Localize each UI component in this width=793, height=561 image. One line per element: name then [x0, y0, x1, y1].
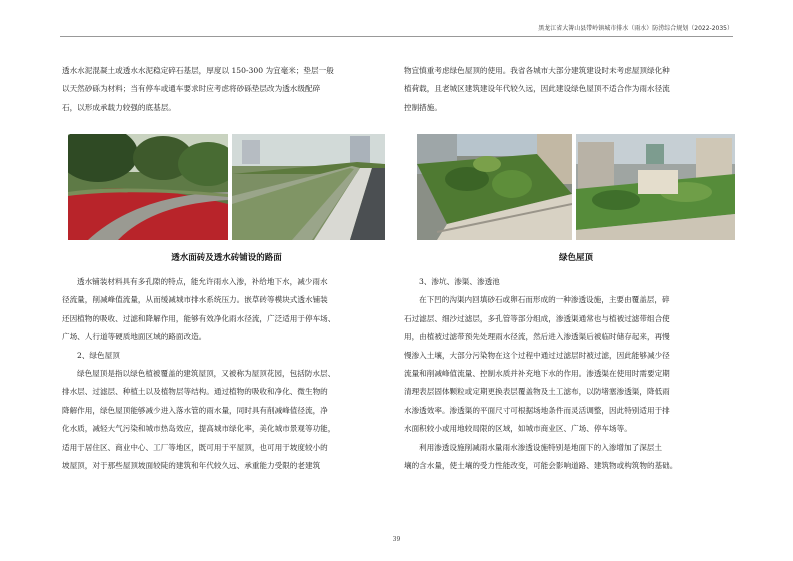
text-line: 还因植物的吸收、过滤和降解作用，能够有效净化雨水径流，广泛适用于停车场、 [62, 313, 336, 323]
text-line: 利用渗透设施削减雨水量雨水渗透设施特别是地面下的入渗增加了深层土 [419, 442, 662, 452]
infiltration-paragraph [404, 291, 732, 438]
section-heading-infiltration: 3、渗坑、渗渠、渗透池 [419, 277, 500, 286]
rooftop-garden-photo-1 [417, 134, 572, 240]
text-line: 透水水泥混凝土或透水水泥稳定碎石基层，厚度以 150-300 为宜毫米；垫层一般 [62, 66, 334, 75]
text-line: 在下凹的沟渠内回填砂石或卵石而形成的一种渗透设施，主要由覆盖层，碎 [419, 295, 670, 305]
text-line: 以天然砂砾为材料；当有停车或通车要求时应考虑将砂砾垫层改为透水级配碎 [62, 84, 321, 94]
text-line: 控制措施。 [404, 102, 442, 112]
left-intro-paragraph [62, 62, 390, 117]
text-line: 径流量，削减峰值流量，从而缓减城市排水系统压力。嵌草砖等模块式透水铺装 [62, 295, 328, 305]
page-header [60, 23, 733, 37]
text-line: 水渗透效率。渗透渠的平面尺寸可根据场地条件而灵活调整，因此特别适用于排 [404, 405, 670, 415]
text-line: 水面积较小或用地较局限的区域，如城市商业区、广场、停车场等。 [404, 424, 632, 434]
text-line: 排水层、过滤层、种植土以及植物层等结构。通过植物的吸收和净化、微生物的 [62, 387, 328, 397]
text-line: 物宜慎重考虑绿色屋顶的使用。我省各城市大部分建筑建设时未考虑屋顶绿化种 [404, 66, 670, 75]
text-line: 广场、人行道等硬质地面区域的路面改造。 [62, 332, 207, 342]
header-title: 黑龙江省大箐山县带岭镇城市排水（雨水）防涝综合规划（2022-2035） [538, 25, 733, 32]
text-line: 慢渗入土壤，大部分污染物在这个过程中通过过滤层时被过滤，因此能够减少径 [404, 350, 670, 360]
left-figure-caption: 透水面砖及透水砖铺设的路面 [171, 253, 282, 263]
page-number: 39 [392, 536, 401, 543]
green-roof-photos [417, 134, 735, 240]
right-intro-paragraph [404, 62, 732, 117]
text-line: 适用于居住区、商业中心、工厂等地区，既可用于平屋顶，也可用于坡度较小的 [62, 442, 328, 452]
rooftop-garden-photo-2 [576, 134, 735, 240]
red-paved-path-photo [68, 134, 228, 240]
text-line: 石，以形成承载力较强的底基层。 [62, 102, 176, 112]
text-line: 用，由植被过滤带预先处理雨水径流，然后进入渗透渠后被临时储存起来，再慢 [404, 332, 670, 342]
right-column [404, 62, 732, 117]
text-line: 石过滤层、细沙过滤层，多孔管等部分组成，渗透渠通常也与植被过滤带组合使 [404, 313, 670, 323]
left-column [62, 62, 390, 117]
text-line: 植荷载，且老城区建筑建设年代较久远，因此建设绿色屋顶不适合作为雨水径流 [404, 84, 670, 94]
right-figure-caption: 绿色屋顶 [558, 253, 593, 263]
grass-paver-road-photo [232, 134, 385, 240]
text-line: 流量和削减峰值流量、控制水质并补充地下水的作用。渗透渠在使用时需要定期 [404, 369, 670, 379]
text-line: 透水铺装材料具有多孔隙的特点，能允许雨水入渗，补给地下水，减少雨水 [77, 277, 328, 286]
right-body-text [404, 273, 732, 475]
permeable-paving-photos [68, 134, 385, 240]
left-body-text [62, 273, 390, 475]
section-heading-green-roof: 2、绿色屋顶 [77, 350, 120, 360]
green-roof-paragraph [62, 365, 390, 475]
text-line: 清理表层固体颗粒或定期更换表层覆盖物及土工滤布，以防堵塞渗透渠，降低雨 [404, 387, 670, 397]
text-line: 化水质，减轻大气污染和城市热岛效应，提高城市绿化率，美化城市景观等功能， [62, 424, 336, 434]
infiltration-effects-paragraph [404, 439, 732, 476]
text-line: 绿色屋顶是指以绿色植被覆盖的建筑屋顶，又被称为屋顶花园，包括防水层、 [77, 369, 336, 379]
permeable-paving-paragraph [62, 273, 390, 347]
text-line: 坡屋顶，对于那些屋顶坡面较陡的建筑和年代较久远、承重能力受限的老建筑 [62, 461, 321, 471]
text-line: 壤的含水量，使土壤的受力性能改变，可能会影响道路、建筑物或构筑物的基础。 [404, 461, 678, 471]
text-line: 降解作用，绿色屋顶能够减少进入落水管的雨水量，同时具有削减峰值径流，净 [62, 405, 328, 415]
